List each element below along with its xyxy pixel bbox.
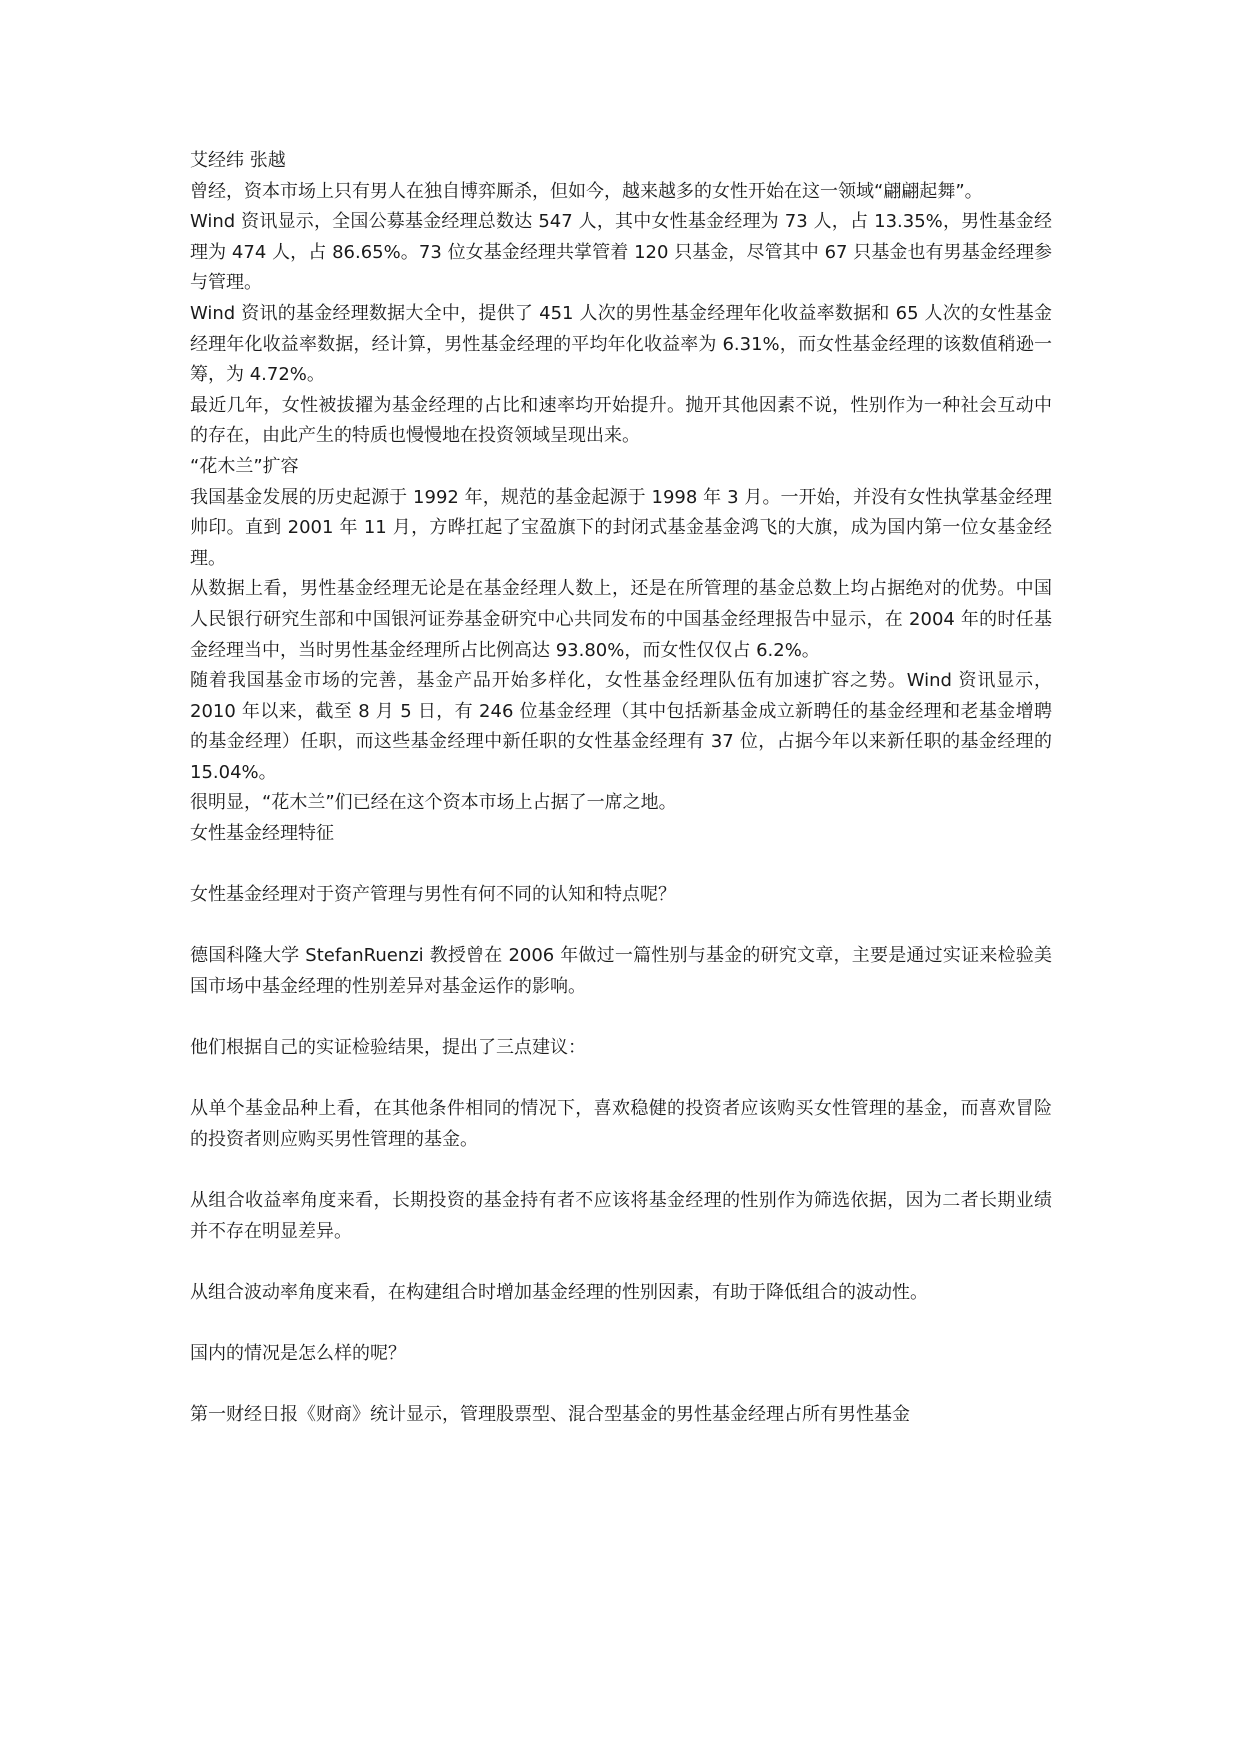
paragraph-history: 我国基金发展的历史起源于 1992 年，规范的基金起源于 1998 年 3 月。一开始，并没有女性执掌基金经理帅印。直到 2001 年 11 月，方晔扛起了宝盈旗下的封闭式基金基金鸿飞的大旗，成为国内第一位女基金经理。	[190, 486, 1052, 569]
paragraph-returns: Wind 资讯的基金经理数据大全中，提供了 451 人次的男性基金经理年化收益率数据和 65 人次的女性基金经理年化收益率数据，经计算，男性基金经理的平均年化收益率为 6.31%，而女性基金经理的该数值稍逊一筹，为 4.72%。	[190, 302, 1052, 386]
paragraph-trend: 最近几年，女性被拔擢为基金经理的占比和速率均开始提升。抛开其他因素不说，性别作为一种社会互动中的存在，由此产生的特质也慢慢地在投资领域呈现出来。	[190, 394, 1052, 447]
paragraph-domestic-stats: 第一财经日报《财商》统计显示，管理股票型、混合型基金的男性基金经理占所有男性基金	[190, 1404, 910, 1426]
paragraph-suggestion-3: 从组合波动率角度来看，在构建组合时增加基金经理的性别因素，有助于降低组合的波动性。	[190, 1281, 928, 1303]
paragraph-conclusion: 很明显，“花木兰”们已经在这个资本市场上占据了一席之地。	[190, 792, 677, 814]
paragraph-research: 德国科隆大学 StefanRuenzi 教授曾在 2006 年做过一篇性别与基金的研究文章，主要是通过实证来检验美国市场中基金经理的性别差异对基金运作的影响。	[190, 945, 1052, 998]
paragraph-domestic-question: 国内的情况是怎么样的呢？	[190, 1343, 406, 1365]
paragraph-expansion: 随着我国基金市场的完善，基金产品开始多样化，女性基金经理队伍有加速扩容之势。Wind 资讯显示，2010 年以来，截至 8 月 5 日，有 246 位基金经理（其中包括新基金成立新聘任的基金经理和老基金增聘的基金经理）任职，而这些基金经理中新任职的女性基金经理有 37 位，占据今年以来新任职的基金经理的 15.04%。	[190, 670, 1052, 783]
paragraph-suggestions-intro: 他们根据自己的实证检验结果，提出了三点建议：	[190, 1037, 586, 1059]
paragraph-suggestion-2: 从组合收益率角度来看，长期投资的基金持有者不应该将基金经理的性别作为筛选依据，因为二者长期业绩并不存在明显差异。	[190, 1190, 1052, 1242]
paragraph-wind-stats: Wind 资讯显示，全国公募基金经理总数达 547 人，其中女性基金经理为 73 人，占 13.35%，男性基金经理为 474 人，占 86.65%。73 位女基金经理共掌管着 120 只基金，尽管其中 67 只基金也有男基金经理参与管理。	[190, 211, 1052, 294]
byline: 艾经纬 张越	[190, 150, 286, 171]
paragraph-suggestion-1: 从单个基金品种上看，在其他条件相同的情况下，喜欢稳健的投资者应该购买女性管理的基金，而喜欢冒险的投资者则应购买男性管理的基金。	[190, 1098, 1052, 1150]
paragraph-intro: 曾经，资本市场上只有男人在独自博弈厮杀，但如今，越来越多的女性开始在这一领域“翩翩起舞”。	[190, 180, 983, 202]
article-body	[190, 146, 1052, 1431]
section-heading-traits: 女性基金经理特征	[190, 823, 334, 845]
section-heading-expansion: “花木兰”扩容	[190, 455, 299, 477]
paragraph-question: 女性基金经理对于资产管理与男性有何不同的认知和特点呢？	[190, 884, 676, 906]
paragraph-data-view: 从数据上看，男性基金经理无论是在基金经理人数上，还是在所管理的基金总数上均占据绝对的优势。中国人民银行研究生部和中国银河证券基金研究中心共同发布的中国基金经理报告中显示，在 2004 年的时任基金经理当中，当时男性基金经理所占比例高达 93.80%，而女性仅仅占 6.2%。	[190, 578, 1052, 661]
